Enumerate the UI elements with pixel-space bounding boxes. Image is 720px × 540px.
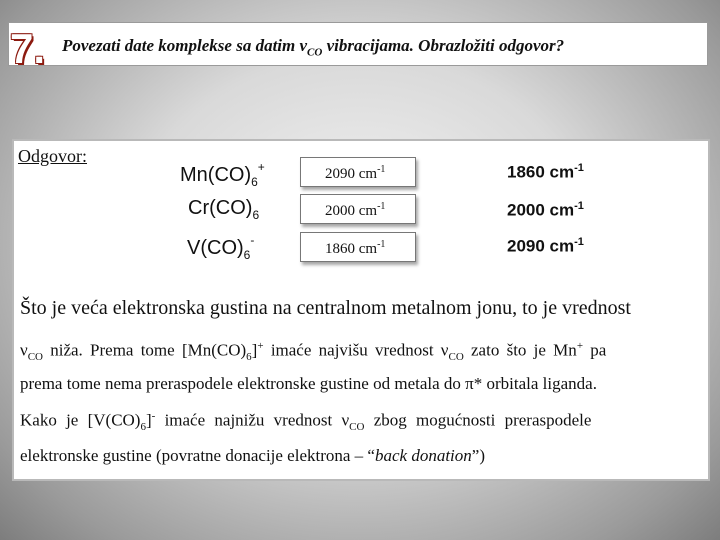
slide-number: 7. xyxy=(10,25,46,72)
explanation-line-3: prema tome nema preraspodele elektronske gustine od metala do π* orbitala liganda. xyxy=(20,374,597,393)
explanation-line-5: elektronske gustine (povratne donacije elektrona – “back donation”) xyxy=(20,446,485,465)
explanation-line-1: Što je veća elektronska gustina na centralnom metalnom jonu, to je vrednost xyxy=(20,297,631,319)
answer-box-mn: 2090 $cm^{-1}$ xyxy=(300,157,416,187)
answer-box-cr: 2000 $cm^{-1}$ xyxy=(300,194,416,224)
answer-box-v: 1860 $cm^{-1}$ xyxy=(300,232,416,262)
complex-mn: $Mn(CO)_6^+$ xyxy=(180,160,265,189)
explanation-line-4: Kako je $[V(CO)_6]^-$ imaće najnižu vrednost $\nu_{CO}$ zbog mogućnosti preraspodele xyxy=(20,410,592,434)
answer-label: Odgovor: xyxy=(18,146,87,166)
given-value-2: 2000 $cm^{-1}$ xyxy=(507,200,584,220)
complex-cr: $Cr(CO)_6$ xyxy=(188,197,260,222)
given-value-1: 1860 $cm^{-1}$ xyxy=(507,162,584,182)
given-value-3: 2090 $cm^{-1}$ xyxy=(507,236,584,256)
question-text: Povezati date komplekse sa datim $\nu_{CO}$ vibracijama. Obrazložiti odgovor? xyxy=(62,36,565,59)
explanation-line-2: $\nu_{CO}$ niža. Prema tome $[Mn(CO)_6]^+$ imaće najvišu vrednost $\nu_{CO}$ zato što je Mn+ pa xyxy=(20,340,607,364)
complex-v: $V(CO)_6^-$ xyxy=(187,233,255,262)
